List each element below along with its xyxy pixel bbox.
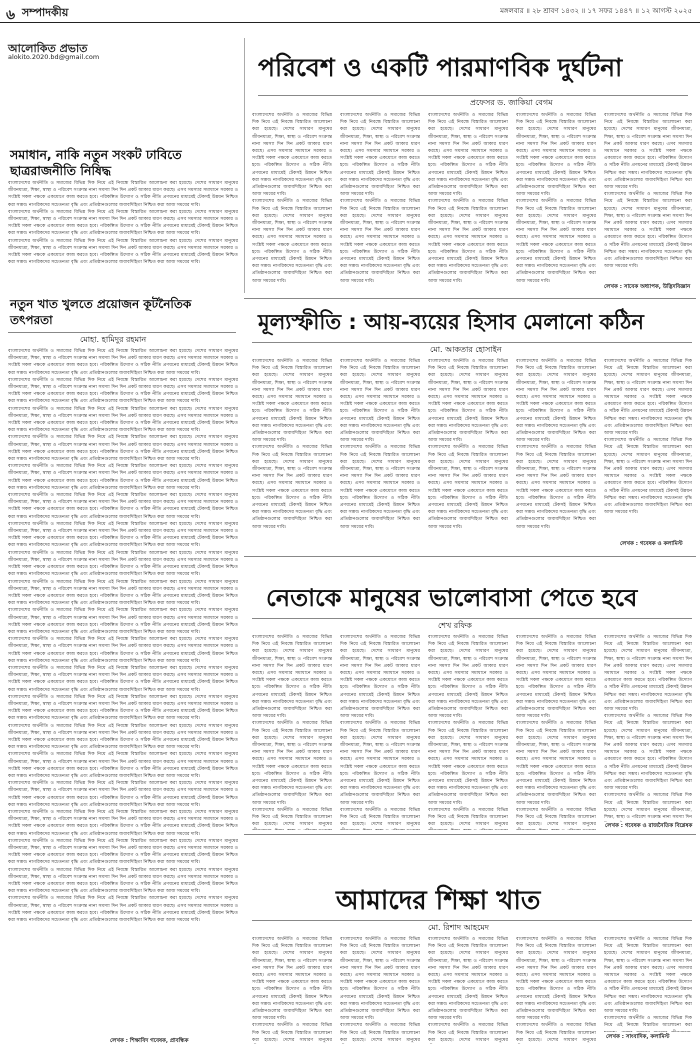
environment-column [252, 112, 332, 296]
article-text: বাংলাদেশের অর্থনীতি ও সমাজের বিভিন্ন দিক নিয়ে এই নিবন্ধে বিস্তারিত আলোচনা করা হয়েছে। দেশের সাধারণ মানুষের জীবনযাত্রা, শিক্ষা, স্বাস্থ্য ও পরিবেশ সংক্রান্ত নানা সমস্যা দিন দিন প্রকট আকার ধারণ করছে। এসব সমস্যার সমাধানে সরকার ও সংশ্লিষ্ট সকল পক্ষকে একযোগে কাজ করতে হবে। পরিকল্পিত উদ্যোগ ও সঠিক নীতি প্রণয়নের মাধ্যমেই টেকসই উন্নয়ন নিশ্চিত করা সম্ভব। নাগরিকদের সচেতনতা বৃদ্ধি এবং প্রতিষ্ঠানগুলোর জবাবদিহিতা নিশ্চিত করা আজ সময়ের দাবি। [340, 937, 420, 1022]
article-text: বাংলাদেশের অর্থনীতি ও সমাজের বিভিন্ন দিক নিয়ে এই নিবন্ধে বিস্তারিত আলোচনা করা হয়েছে। দেশের সাধারণ মানুষের [340, 1023, 420, 1043]
leader-column [604, 634, 692, 822]
section-title: সম্পাদকীয় [22, 6, 69, 19]
article-text: বাংলাদেশের অর্থনীতি ও সমাজের বিভিন্ন দিক নিয়ে এই নিবন্ধে বিস্তারিত আলোচনা করা হয়েছে। দেশের সাধারণ মানুষের জীবনযাত্রা, শিক্ষা, স্বাস্থ্য ও পরিবেশ সংক্রান্ত নানা সমস্যা দিন দিন প্রকট আকার ধারণ করছে। এসব সমস্যার সমাধানে সরকার ও সংশ্লিষ্ট সকল পক্ষকে একযোগে কাজ করতে হবে। পরিকল্পিত উদ্যোগ ও সঠিক নীতি প্রণয়নের মাধ্যমেই টেকসই উন্নয়ন নিশ্চিত করা সম্ভব। নাগরিকদের সচেতনতা বৃদ্ধি এবং প্রতিষ্ঠানগুলোর জবাবদিহিতা নিশ্চিত করা আজ সময়ের দাবি। [8, 550, 238, 578]
article-text: বাংলাদেশের অর্থনীতি ও সমাজের বিভিন্ন দিক নিয়ে এই নিবন্ধে বিস্তারিত আলোচনা করা হয়েছে। দেশের সাধারণ মানুষের জীবনযাত্রা, শিক্ষা, স্বাস্থ্য ও পরিবেশ সংক্রান্ত নানা সমস্যা দিন দিন প্রকট আকার ধারণ করছে। এসব সমস্যার সমাধানে সরকার ও সংশ্লিষ্ট সকল পক্ষকে একযোগে কাজ করতে হবে। পরিকল্পিত উদ্যোগ ও সঠিক নীতি প্রণয়নের মাধ্যমেই টেকসই উন্নয়ন নিশ্চিত করা সম্ভব। নাগরিকদের সচেতনতা বৃদ্ধি এবং প্রতিষ্ঠানগুলোর জবাবদিহিতা নিশ্চিত করা আজ সময়ের দাবি। [516, 721, 596, 806]
article-text: বাংলাদেশের অর্থনীতি ও সমাজের বিভিন্ন দিক নিয়ে এই নিবন্ধে বিস্তারিত আলোচনা করা হয়েছে। দেশের সাধারণ মানুষের জীবনযাত্রা, শিক্ষা, স্বাস্থ্য ও পরিবেশ সংক্রান্ত নানা সমস্যা দিন দিন প্রকট আকার ধারণ করছে। এসব সমস্যার সমাধানে সরকার ও সংশ্লিষ্ট সকল পক্ষকে একযোগে কাজ করতে হবে। পরিকল্পিত উদ্যোগ ও সঠিক নীতি প্রণয়নের মাধ্যমেই টেকসই উন্নয়ন নিশ্চিত করা সম্ভব। নাগরিকদের সচেতনতা বৃদ্ধি এবং প্রতিষ্ঠানগুলোর জবাবদিহিতা নিশ্চিত করা আজ সময়ের দাবি। [516, 445, 596, 530]
article-text: বাংলাদেশের অর্থনীতি ও সমাজের বিভিন্ন দিক নিয়ে এই নিবন্ধে বিস্তারিত আলোচনা করা হয়েছে। দেশের সাধারণ মানুষের জীবনযাত্রা, শিক্ষা, স্বাস্থ্য ও পরিবেশ সংক্রান্ত নানা সমস্যা দিন দিন প্রকট আকার ধারণ করছে। এসব সমস্যার সমাধানে সরকার ও সংশ্লিষ্ট সকল পক্ষকে একযোগে কাজ করতে হবে। পরিকল্পিত উদ্যোগ ও সঠিক নীতি প্রণয়নের মাধ্যমেই টেকসই উন্নয়ন নিশ্চিত করা সম্ভব। নাগরিকদের সচেতনতা বৃদ্ধি এবং প্রতিষ্ঠানগুলোর জবাবদিহিতা নিশ্চিত করা আজ সময়ের দাবি। [428, 113, 508, 198]
article-text: বাংলাদেশের অর্থনীতি ও সমাজের বিভিন্ন দিক নিয়ে এই নিবন্ধে বিস্তারিত আলোচনা করা হয়েছে। দেশের সাধারণ মানুষের জীবনযাত্রা, শিক্ষা, স্বাস্থ্য ও পরিবেশ সংক্রান্ত নানা সমস্যা দিন দিন প্রকট আকার ধারণ করছে। এসব সমস্যার সমাধানে সরকার ও সংশ্লিষ্ট সকল পক্ষকে একযোগে কাজ করতে হবে। পরিকল্পিত উদ্যোগ ও সঠিক নীতি প্রণয়নের মাধ্যমেই টেকসই উন্নয়ন নিশ্চিত করা সম্ভব। নাগরিকদের সচেতনতা বৃদ্ধি এবং প্রতিষ্ঠানগুলোর জবাবদিহিতা নিশ্চিত করা আজ সময়ের দাবি। [8, 377, 238, 405]
article-text: বাংলাদেশের অর্থনীতি ও সমাজের বিভিন্ন দিক নিয়ে এই নিবন্ধে বিস্তারিত আলোচনা করা হয়েছে। দেশের সাধারণ মানুষের জীবনযাত্রা, শিক্ষা, স্বাস্থ্য ও পরিবেশ সংক্রান্ত নানা সমস্যা দিন দিন প্রকট আকার ধারণ করছে। এসব সমস্যার সমাধানে সরকার ও সংশ্লিষ্ট সকল পক্ষকে একযোগে কাজ করতে হবে। পরিকল্পিত উদ্যোগ ও সঠিক নীতি প্রণয়নের মাধ্যমেই টেকসই উন্নয়ন নিশ্চিত করা সম্ভব। নাগরিকদের সচেতনতা বৃদ্ধি এবং প্রতিষ্ঠানগুলোর জবাবদিহিতা নিশ্চিত করা আজ সময়ের দাবি। [340, 199, 420, 284]
article-text: বাংলাদেশের অর্থনীতি ও সমাজের বিভিন্ন দিক নিয়ে এই নিবন্ধে বিস্তারিত আলোচনা করা হয়েছে। দেশের সাধারণ মানুষের জীবনযাত্রা, শিক্ষা, স্বাস্থ্য ও পরিবেশ সংক্রান্ত নানা সমস্যা দিন দিন প্রকট আকার ধারণ করছে। এসব সমস্যার সমাধানে সরকার ও সংশ্লিষ্ট সকল পক্ষকে একযোগে কাজ করতে হবে। পরিকল্পিত উদ্যোগ ও সঠিক নীতি প্রণয়নের মাধ্যমেই টেকসই উন্নয়ন নিশ্চিত করা সম্ভব। নাগরিকদের সচেতনতা বৃদ্ধি এবং প্রতিষ্ঠানগুলোর জবাবদিহিতা নিশ্চিত করা আজ সময়ের দাবি। [428, 445, 508, 530]
newspaper-email[interactable]: alokito.2020.bd@gmail.com [8, 53, 100, 61]
article-text: বাংলাদেশের অর্থনীতি ও সমাজের বিভিন্ন দিক নিয়ে এই নিবন্ধে বিস্তারিত আলোচনা করা হয়েছে। দেশের সাধারণ মানুষের [252, 1023, 332, 1043]
inflation-headline: মূল্যস্ফীতি : আয়-ব্যয়ের হিসাব মেলানো কঠিন [258, 310, 644, 334]
article-text: বাংলাদেশের অর্থনীতি ও সমাজের বিভিন্ন দিক নিয়ে এই নিবন্ধে বিস্তারিত আলোচনা করা হয়েছে। দেশের সাধারণ মানুষের জীবনযাত্রা, শিক্ষা, স্বাস্থ্য ও পরিবেশ সংক্রান্ত নানা সমস্যা দিন দিন প্রকট আকার ধারণ করছে। এসব সমস্যার সমাধানে সরকার ও সংশ্লিষ্ট সকল পক্ষকে একযোগে কাজ করতে হবে। পরিকল্পিত উদ্যোগ ও সঠিক নীতি প্রণয়নের মাধ্যমেই টেকসই উন্নয়ন নিশ্চিত করা সম্ভব। নাগরিকদের সচেতনতা বৃদ্ধি এবং প্রতিষ্ঠানগুলোর জবাবদিহিতা নিশ্চিত করা আজ সময়ের দাবি। [8, 781, 238, 808]
article-text: বাংলাদেশের অর্থনীতি ও সমাজের বিভিন্ন দিক নিয়ে এই নিবন্ধে বিস্তারিত আলোচনা করা হয়েছে। দেশের সাধারণ মানুষের জীবনযাত্রা, শিক্ষা, স্বাস্থ্য ও পরিবেশ সংক্রান্ত নানা সমস্যা দিন দিন প্রকট আকার ধারণ করছে। এসব সমস্যার সমাধানে সরকার ও সংশ্লিষ্ট সকল পক্ষকে একযোগে কাজ করতে হবে। পরিকল্পিত উদ্যোগ ও সঠিক নীতি প্রণয়নের মাধ্যমেই টেকসই উন্নয়ন নিশ্চিত করা সম্ভব। নাগরিকদের সচেতনতা বৃদ্ধি এবং প্রতিষ্ঠানগুলোর জবাবদিহিতা নিশ্চিত করা আজ সময়ের দাবি। [340, 113, 420, 198]
page-number: ৬ [6, 7, 16, 23]
article-text: বাংলাদেশের অর্থনীতি ও সমাজের বিভিন্ন দিক নিয়ে এই নিবন্ধে বিস্তারিত আলোচনা করা হয়েছে। দেশের সাধারণ মানুষের জীবনযাত্রা, শিক্ষা, স্বাস্থ্য ও পরিবেশ সংক্রান্ত নানা সমস্যা দিন দিন প্রকট আকার ধারণ করছে। এসব সমস্যার সমাধানে সরকার ও সংশ্লিষ্ট সকল পক্ষকে একযোগে কাজ করতে হবে। পরিকল্পিত উদ্যোগ ও সঠিক নীতি প্রণয়নের মাধ্যমেই টেকসই উন্নয়ন নিশ্চিত করা সম্ভব। নাগরিকদের সচেতনতা বৃদ্ধি এবং প্রতিষ্ঠানগুলোর জবাবদিহিতা নিশ্চিত করা আজ সময়ের দাবি। [604, 438, 692, 516]
leader-headline: নেতাকে মানুষের ভালোবাসা পেতে হবে [266, 584, 638, 612]
article-text: বাংলাদেশের অর্থনীতি ও সমাজের বিভিন্ন দিক নিয়ে এই নিবন্ধে বিস্তারিত আলোচনা করা হয়েছে। দেশের সাধারণ মানুষের জীবনযাত্রা, শিক্ষা, স্বাস্থ্য ও পরিবেশ সংক্রান্ত নানা সমস্যা দিন দিন প্রকট আকার ধারণ করছে। এসব সমস্যার সমাধানে সরকার ও সংশ্লিষ্ট সকল পক্ষকে একযোগে কাজ করতে হবে। পরিকল্পিত উদ্যোগ ও সঠিক নীতি প্রণয়নের মাধ্যমেই টেকসই উন্নয়ন নিশ্চিত করা সম্ভব। নাগরিকদের সচেতনতা বৃদ্ধি এবং প্রতিষ্ঠানগুলোর জবাবদিহিতা নিশ্চিত করা আজ সময়ের দাবি। [516, 199, 596, 284]
article-text: বাংলাদেশের অর্থনীতি ও সমাজের বিভিন্ন দিক নিয়ে এই নিবন্ধে বিস্তারিত আলোচনা করা হয়েছে। দেশের সাধারণ মানুষের জীবনযাত্রা, শিক্ষা, স্বাস্থ্য ও পরিবেশ সংক্রান্ত নানা সমস্যা দিন দিন প্রকট আকার ধারণ করছে। এসব সমস্যার সমাধানে সরকার ও সংশ্লিষ্ট সকল পক্ষকে একযোগে কাজ করতে হবে। পরিকল্পিত উদ্যোগ ও সঠিক নীতি প্রণয়নের মাধ্যমেই টেকসই উন্নয়ন নিশ্চিত করা সম্ভব। নাগরিকদের সচেতনতা বৃদ্ধি এবং প্রতিষ্ঠানগুলোর জবাবদিহিতা নিশ্চিত করা আজ সময়ের দাবি। [604, 714, 692, 792]
article-text: বাংলাদেশের অর্থনীতি ও সমাজের বিভিন্ন দিক নিয়ে এই নিবন্ধে বিস্তারিত আলোচনা করা হয়েছে। দেশের সাধারণ মানুষের জীবনযাত্রা, শিক্ষা, স্বাস্থ্য ও পরিবেশ সংক্রান্ত নানা সমস্যা দিন দিন প্রকট আকার ধারণ করছে। এসব সমস্যার সমাধানে সরকার ও সংশ্লিষ্ট সকল পক্ষকে একযোগে কাজ করতে হবে। পরিকল্পিত উদ্যোগ ও সঠিক নীতি প্রণয়নের মাধ্যমেই টেকসই উন্নয়ন নিশ্চিত করা সম্ভব। নাগরিকদের সচেতনতা বৃদ্ধি এবং প্রতিষ্ঠানগুলোর জবাবদিহিতা নিশ্চিত করা আজ সময়ের দাবি। [8, 723, 238, 751]
inflation-column [428, 358, 508, 548]
article-text: বাংলাদেশের অর্থনীতি ও সমাজের বিভিন্ন দিক নিয়ে এই নিবন্ধে বিস্তারিত আলোচনা করা হয়েছে। দেশের সাধারণ মানুষের জীবনযাত্রা, শিক্ষা, স্বাস্থ্য ও পরিবেশ সংক্রান্ত নানা সমস্যা দিন দিন প্রকট আকার ধারণ করছে। এসব সমস্যার সমাধানে সরকার ও সংশ্লিষ্ট সকল পক্ষকে একযোগে কাজ করতে হবে। পরিকল্পিত উদ্যোগ ও সঠিক নীতি প্রণয়নের মাধ্যমেই টেকসই উন্নয়ন নিশ্চিত করা সম্ভব। নাগরিকদের সচেতনতা বৃদ্ধি এবং প্রতিষ্ঠানগুলোর জবাবদিহিতা নিশ্চিত করা আজ সময়ের দাবি। [8, 838, 238, 866]
inflation-column [604, 358, 692, 540]
divider [244, 298, 696, 299]
article-text: বাংলাদেশের অর্থনীতি ও সমাজের বিভিন্ন দিক নিয়ে এই নিবন্ধে বিস্তারিত আলোচনা করা হয়েছে। দেশের সাধারণ মানুষের জীবনযাত্রা, শিক্ষা, স্বাস্থ্য ও পরিবেশ সংক্রান্ত নানা সমস্যা দিন দিন প্রকট আকার ধারণ করছে। এসব সমস্যার সমাধানে সরকার ও সংশ্লিষ্ট সকল পক্ষকে একযোগে কাজ করতে হবে। পরিকল্পিত উদ্যোগ ও সঠিক নীতি প্রণয়নের মাধ্যমেই টেকসই উন্নয়ন নিশ্চিত করা সম্ভব। নাগরিকদের সচেতনতা বৃদ্ধি এবং প্রতিষ্ঠানগুলোর জবাবদিহিতা নিশ্চিত করা আজ সময়ের দাবি। [8, 810, 238, 837]
article-text: বাংলাদেশের অর্থনীতি ও সমাজের বিভিন্ন দিক নিয়ে এই নিবন্ধে বিস্তারিত আলোচনা করা হয়েছে। দেশের সাধারণ মানুষের জীবনযাত্রা, শিক্ষা, স্বাস্থ্য ও পরিবেশ সংক্রান্ত নানা সমস্যা দিন দিন প্রকট আকার ধারণ করছে। এসব সমস্যার সমাধানে সরকার ও সংশ্লিষ্ট সকল পক্ষকে একযোগে কাজ করতে হবে। পরিকল্পিত উদ্যোগ ও সঠিক নীতি প্রণয়নের মাধ্যমেই টেকসই উন্নয়ন নিশ্চিত করা সম্ভব। নাগরিকদের সচেতনতা বৃদ্ধি এবং প্রতিষ্ঠানগুলোর জবাবদিহিতা নিশ্চিত করা আজ সময়ের দাবি। [252, 721, 332, 806]
inflation-column [340, 358, 420, 548]
article-text: বাংলাদেশের অর্থনীতি ও সমাজের বিভিন্ন দিক নিয়ে এই নিবন্ধে বিস্তারিত আলোচনা করা হয়েছে। দেশের সাধারণ মানুষের জীবনযাত্রা, শিক্ষা, স্বাস্থ্য ও পরিবেশ সংক্রান্ত নানা সমস্যা দিন দিন প্রকট আকার ধারণ করছে। এসব সমস্যার সমাধানে সরকার ও সংশ্লিষ্ট সকল পক্ষকে একযোগে কাজ করতে হবে। পরিকল্পিত উদ্যোগ ও সঠিক নীতি প্রণয়নের মাধ্যমেই টেকসই উন্নয়ন নিশ্চিত করা সম্ভব। নাগরিকদের সচেতনতা বৃদ্ধি এবং প্রতিষ্ঠানগুলোর জবাবদিহিতা নিশ্চিত করা আজ সময়ের দাবি। [8, 752, 238, 779]
article-text: বাংলাদেশের অর্থনীতি ও সমাজের বিভিন্ন দিক নিয়ে এই নিবন্ধে বিস্তারিত আলোচনা করা হয়েছে। দেশের সাধারণ মানুষের জীবনযাত্রা, শিক্ষা, স্বাস্থ্য ও পরিবেশ সংক্রান্ত নানা সমস্যা দিন দিন প্রকট আকার ধারণ করছে। এসব সমস্যার সমাধানে সরকার ও সংশ্লিষ্ট সকল পক্ষকে একযোগে কাজ করতে হবে। পরিকল্পিত উদ্যোগ ও সঠিক নীতি প্রণয়নের মাধ্যমেই টেকসই উন্নয়ন নিশ্চিত করা সম্ভব। নাগরিকদের সচেতনতা বৃদ্ধি এবং প্রতিষ্ঠানগুলোর জবাবদিহিতা নিশ্চিত করা আজ সময়ের দাবি। [8, 238, 238, 266]
article-text: বাংলাদেশের অর্থনীতি ও সমাজের বিভিন্ন দিক নিয়ে এই নিবন্ধে বিস্তারিত আলোচনা করা হয়েছে। দেশের সাধারণ মানুষের জীবনযাত্রা, শিক্ষা, স্বাস্থ্য ও পরিবেশ সংক্রান্ত নানা সমস্যা দিন দিন প্রকট আকার ধারণ করছে। এসব সমস্যার সমাধানে সরকার ও সংশ্লিষ্ট সকল পক্ষকে একযোগে কাজ করতে হবে। পরিকল্পিত উদ্যোগ ও সঠিক নীতি প্রণয়নের মাধ্যমেই টেকসই উন্নয়ন নিশ্চিত করা সম্ভব। নাগরিকদের সচেতনতা বৃদ্ধি এবং প্রতিষ্ঠানগুলোর জবাবদিহিতা নিশ্চিত করা আজ সময়ের দাবি। [8, 608, 238, 635]
article-text: বাংলাদেশের অর্থনীতি ও সমাজের বিভিন্ন দিক নিয়ে এই নিবন্ধে বিস্তারিত আলোচনা করা হয়েছে। দেশের সাধারণ মানুষের জীবনযাত্রা, শিক্ষা, স্বাস্থ্য ও পরিবেশ সংক্রান্ত নানা সমস্যা দিন দিন প্রকট আকার ধারণ করছে। এসব সমস্যার সমাধানে সরকার ও সংশ্লিষ্ট সকল পক্ষকে একযোগে কাজ করতে হবে। পরিকল্পিত উদ্যোগ ও সঠিক নীতি প্রণয়নের মাধ্যমেই টেকসই উন্নয়ন নিশ্চিত করা সম্ভব। নাগরিকদের সচেতনতা বৃদ্ধি এবং প্রতিষ্ঠানগুলোর জবাবদিহিতা নিশ্চিত করা আজ সময়ের দাবি। [8, 493, 238, 520]
education-signature: লেখক : সাংবাদিক, কলামিস্ট [606, 1034, 670, 1040]
newspaper-logo: আলোকিত প্রভাত [8, 42, 88, 55]
article-text: বাংলাদেশের অর্থনীতি ও সমাজের বিভিন্ন দিক নিয়ে এই নিবন্ধে বিস্তারিত আলোচনা করা হয়েছে। দেশের সাধারণ মানুষের জীবনযাত্রা, শিক্ষা, স্বাস্থ্য ও পরিবেশ সংক্রান্ত নানা সমস্যা দিন [604, 793, 692, 821]
article-text: বাংলাদেশের অর্থনীতি ও সমাজের বিভিন্ন দিক নিয়ে এই নিবন্ধে বিস্তারিত আলোচনা করা হয়েছে। দেশের সাধারণ মানুষের জীবনযাত্রা, শিক্ষা, স্বাস্থ্য ও পরিবেশ সংক্রান্ত নানা সমস্যা দিন দিন প্রকট আকার ধারণ করছে। এসব সমস্যার সমাধানে সরকার ও সংশ্লিষ্ট সকল পক্ষকে একযোগে কাজ করতে হবে। পরিকল্পিত উদ্যোগ ও সঠিক নীতি প্রণয়নের মাধ্যমেই টেকসই উন্নয়ন নিশ্চিত করা সম্ভব। নাগরিকদের সচেতনতা বৃদ্ধি এবং প্রতিষ্ঠানগুলোর জবাবদিহিতা নিশ্চিত করা আজ সময়ের দাবি। [428, 721, 508, 806]
divider [252, 920, 692, 921]
diplomacy-headline: নতুন খাত খুলতে প্রয়োজন কূটনৈতিক তৎপরতা [10, 297, 192, 327]
article-text: বাংলাদেশের অর্থনীতি ও সমাজের বিভিন্ন দিক নিয়ে এই নিবন্ধে বিস্তারিত আলোচনা করা হয়েছে। দেশের সাধারণ মানুষের জীবনযাত্রা, শিক্ষা, স্বাস্থ্য ও পরিবেশ সংক্রান্ত নানা সমস্যা দিন দিন প্রকট আকার ধারণ করছে। এসব সমস্যার সমাধানে সরকার ও সংশ্লিষ্ট সকল পক্ষকে একযোগে কাজ করতে হবে। পরিকল্পিত উদ্যোগ ও সঠিক নীতি প্রণয়নের মাধ্যমেই টেকসই উন্নয়ন নিশ্চিত করা সম্ভব। নাগরিকদের সচেতনতা বৃদ্ধি এবং প্রতিষ্ঠানগুলোর জবাবদিহিতা নিশ্চিত করা আজ সময়ের দাবি। [8, 867, 238, 895]
environment-column [428, 112, 508, 296]
inflation-byline: মো. আকতার হোসাইন [430, 345, 502, 354]
education-byline: মো. রিশাদ আহমেদ [428, 923, 489, 932]
article-text: বাংলাদেশের অর্থনীতি ও সমাজের বিভিন্ন দিক নিয়ে এই নিবন্ধে বিস্তারিত আলোচনা করা হয়েছে। দেশের সাধারণ মানুষের জীবনযাত্রা, শিক্ষা, স্বাস্থ্য ও পরিবেশ সংক্রান্ত নানা সমস্যা দিন দিন প্রকট আকার ধারণ করছে। এসব সমস্যার সমাধানে সরকার ও সংশ্লিষ্ট সকল পক্ষকে একযোগে কাজ করতে হবে। পরিকল্পিত উদ্যোগ ও সঠিক নীতি প্রণয়নের মাধ্যমেই টেকসই উন্নয়ন নিশ্চিত করা সম্ভব। নাগরিকদের সচেতনতা বৃদ্ধি এবং প্রতিষ্ঠানগুলোর জবাবদিহিতা নিশ্চিত করা আজ সময়ের দাবি। [8, 694, 238, 722]
article-text: বাংলাদেশের অর্থনীতি ও সমাজের বিভিন্ন দিক নিয়ে এই নিবন্ধে বিস্তারিত আলোচনা করা হয়েছে। দেশের সাধারণ মানুষের জীবনযাত্রা, শিক্ষা, স্বাস্থ্য ও পরিবেশ সংক্রান্ত নানা সমস্যা দিন দিন প্রকট আকার ধারণ করছে। এসব সমস্যার সমাধানে সরকার ও সংশ্লিষ্ট সকল পক্ষকে একযোগে কাজ করতে হবে। পরিকল্পিত উদ্যোগ ও সঠিক নীতি প্রণয়নের মাধ্যমেই টেকসই উন্নয়ন নিশ্চিত করা সম্ভব। নাগরিকদের সচেতনতা বৃদ্ধি এবং প্রতিষ্ঠানগুলোর জবাবদিহিতা নিশ্চিত করা আজ সময়ের দাবি। [8, 665, 238, 693]
editorial-column [8, 180, 238, 288]
inflation-column [252, 358, 332, 548]
article-text: বাংলাদেশের অর্থনীতি ও সমাজের বিভিন্ন দিক নিয়ে এই নিবন্ধে বিস্তারিত আলোচনা করা হয়েছে। দেশের সাধারণ মানুষের জীবনযাত্রা, শিক্ষা, স্বাস্থ্য ও পরিবেশ সংক্রান্ত নানা সমস্যা দিন দিন প্রকট আকার ধারণ করছে। এসব সমস্যার সমাধানে সরকার ও সংশ্লিষ্ট সকল পক্ষকে একযোগে কাজ করতে হবে। পরিকল্পিত উদ্যোগ ও সঠিক নীতি প্রণয়নের মাধ্যমেই টেকসই উন্নয়ন নিশ্চিত করা সম্ভব। নাগরিকদের সচেতনতা বৃদ্ধি এবং প্রতিষ্ঠানগুলোর জবাবদিহিতা নিশ্চিত করা আজ সময়ের দাবি। [604, 113, 692, 191]
article-text: বাংলাদেশের অর্থনীতি ও সমাজের বিভিন্ন দিক নিয়ে এই নিবন্ধে বিস্তারিত আলোচনা করা হয়েছে। দেশের সাধারণ মানুষের জীবনযাত্রা, শিক্ষা, স্বাস্থ্য ও পরিবেশ সংক্রান্ত নানা সমস্যা দিন দিন প্রকট আকার ধারণ করছে। এসব সমস্যার সমাধানে সরকার ও সংশ্লিষ্ট সকল পক্ষকে একযোগে কাজ করতে হবে। পরিকল্পিত উদ্যোগ ও সঠিক নীতি প্রণয়নের মাধ্যমেই টেকসই উন্নয়ন নিশ্চিত করা সম্ভব। নাগরিকদের সচেতনতা বৃদ্ধি এবং প্রতিষ্ঠানগুলোর জবাবদিহিতা নিশ্চিত করা আজ সময়ের দাবি। [252, 199, 332, 284]
article-text: বাংলাদেশের অর্থনীতি ও সমাজের বিভিন্ন দিক নিয়ে এই নিবন্ধে বিস্তারিত আলোচনা করা হয়েছে। দেশের সাধারণ মানুষের জীবনযাত্রা, শিক্ষা, স্বাস্থ্য ও পরিবেশ সংক্রান্ত নানা সমস্যা দিন দিন প্রকট আকার ধারণ করছে। এসব সমস্যার সমাধানে সরকার ও সংশ্লিষ্ট সকল পক্ষকে একযোগে কাজ করতে হবে। পরিকল্পিত উদ্যোগ ও সঠিক নীতি প্রণয়নের মাধ্যমেই টেকসই উন্নয়ন নিশ্চিত করা সম্ভব। নাগরিকদের সচেতনতা বৃদ্ধি এবং প্রতিষ্ঠানগুলোর জবাবদিহিতা নিশ্চিত করা আজ সময়ের দাবি। [516, 113, 596, 198]
diplomacy-signature: লেখক : শিক্ষাবিদ গবেষক, প্রাবন্ধিক [110, 1038, 189, 1044]
article-text: বাংলাদেশের অর্থনীতি ও সমাজের বিভিন্ন দিক নিয়ে এই নিবন্ধে বিস্তারিত আলোচনা করা হয়েছে। দেশের সাধারণ মানুষের জীবনযাত্রা, শিক্ষা, স্বাস্থ্য ও পরিবেশ সংক্রান্ত নানা সমস্যা দিন দিন প্রকট আকার ধারণ করছে। এসব সমস্যার সমাধানে সরকার ও সংশ্লিষ্ট সকল পক্ষকে একযোগে কাজ করতে হবে। পরিকল্পিত উদ্যোগ ও সঠিক নীতি প্রণয়নের মাধ্যমেই টেকসই উন্নয়ন নিশ্চিত করা সম্ভব। নাগরিকদের সচেতনতা বৃদ্ধি এবং প্রতিষ্ঠানগুলোর জবাবদিহিতা নিশ্চিত করা আজ সময়ের দাবি। [252, 635, 332, 720]
article-text: বাংলাদেশের অর্থনীতি ও সমাজের বিভিন্ন দিক নিয়ে এই নিবন্ধে বিস্তারিত আলোচনা করা হয়েছে। দেশের সাধারণ মানুষের জীবনযাত্রা, শিক্ষা, স্বাস্থ্য ও পরিবেশ সংক্রান্ত নানা সমস্যা দিন দিন প্রকট আকার ধারণ করছে। এসব সমস্যার সমাধানে সরকার ও সংশ্লিষ্ট সকল পক্ষকে একযোগে কাজ করতে হবে। পরিকল্পিত উদ্যোগ ও সঠিক নীতি প্রণয়নের মাধ্যমেই টেকসই উন্নয়ন নিশ্চিত করা সম্ভব। নাগরিকদের সচেতনতা বৃদ্ধি এবং প্রতিষ্ঠানগুলোর জবাবদিহিতা নিশ্চিত করা আজ সময়ের দাবি। [428, 199, 508, 284]
diplomacy-byline: মোহা. হামিদুর রহমান [80, 335, 147, 344]
leader-column [340, 634, 420, 830]
environment-column [340, 112, 420, 296]
education-column [428, 936, 508, 1044]
environment-byline: প্রফেসর ড. জাকিয়া বেগম [470, 98, 553, 107]
article-text: বাংলাদেশের অর্থনীতি ও সমাজের বিভিন্ন দিক নিয়ে এই নিবন্ধে বিস্তারিত আলোচনা করা [604, 1016, 692, 1029]
education-column [252, 936, 332, 1044]
divider [244, 834, 696, 835]
article-text: বাংলাদেশের অর্থনীতি ও সমাজের বিভিন্ন দিক নিয়ে এই নিবন্ধে বিস্তারিত আলোচনা করা হয়েছে। দেশের সাধারণ মানুষের জীবনযাত্রা, শিক্ষা, স্বাস্থ্য ও পরিবেশ সংক্রান্ত নানা সমস্যা দিন দিন প্রকট আকার ধারণ করছে। এসব সমস্যার সমাধানে সরকার ও সংশ্লিষ্ট সকল পক্ষকে একযোগে কাজ করতে হবে। পরিকল্পিত উদ্যোগ ও সঠিক নীতি প্রণয়নের মাধ্যমেই টেকসই উন্নয়ন নিশ্চিত করা সম্ভব। নাগরিকদের সচেতনতা বৃদ্ধি এবং প্রতিষ্ঠানগুলোর জবাবদিহিতা নিশ্চিত করা আজ সময়ের দাবি। [8, 435, 238, 463]
article-text: বাংলাদেশের অর্থনীতি ও সমাজের বিভিন্ন দিক নিয়ে এই নিবন্ধে বিস্তারিত আলোচনা করা হয়েছে। দেশের সাধারণ মানুষের জীবনযাত্রা, শিক্ষা, স্বাস্থ্য ও পরিবেশ সংক্রান্ত নানা সমস্যা দিন দিন প্রকট আকার ধারণ করছে। এসব সমস্যার সমাধানে সরকার ও সংশ্লিষ্ট সকল পক্ষকে একযোগে কাজ করতে হবে। পরিকল্পিত উদ্যোগ ও সঠিক নীতি প্রণয়নের মাধ্যমেই টেকসই উন্নয়ন নিশ্চিত করা সম্ভব। নাগরিকদের সচেতনতা বৃদ্ধি এবং প্রতিষ্ঠানগুলোর জবাবদিহিতা নিশ্চিত করা আজ সময়ের দাবি। [8, 181, 238, 208]
divider [244, 556, 696, 557]
article-text: বাংলাদেশের অর্থনীতি ও সমাজের বিভিন্ন দিক নিয়ে এই নিবন্ধে বিস্তারিত আলোচনা করা হয়েছে। দেশের সাধারণ মানুষের জীবনযাত্রা, শিক্ষা, স্বাস্থ্য ও পরিবেশ সংক্রান্ত নানা সমস্যা দিন দিন প্রকট আকার ধারণ করছে। এসব সমস্যার সমাধানে সরকার ও সংশ্লিষ্ট সকল পক্ষকে একযোগে কাজ করতে হবে। পরিকল্পিত উদ্যোগ ও সঠিক নীতি প্রণয়নের মাধ্যমেই টেকসই উন্নয়ন নিশ্চিত করা সম্ভব। নাগরিকদের সচেতনতা বৃদ্ধি এবং প্রতিষ্ঠানগুলোর জবাবদিহিতা নিশ্চিত করা আজ সময়ের দাবি। [604, 359, 692, 437]
environment-column [604, 112, 692, 282]
article-text: বাংলাদেশের অর্থনীতি ও সমাজের বিভিন্ন দিক নিয়ে এই নিবন্ধে বিস্তারিত আলোচনা করা হয়েছে। দেশের সাধারণ মানুষের জীবনযাত্রা, শিক্ষা, স্বাস্থ্য ও পরিবেশ সংক্রান্ত নানা সমস্যা দিন দিন প্রকট আকার ধারণ করছে। এসব সমস্যার সমাধানে সরকার ও সংশ্লিষ্ট সকল পক্ষকে একযোগে কাজ করতে হবে। পরিকল্পিত উদ্যোগ ও সঠিক নীতি প্রণয়নের মাধ্যমেই টেকসই উন্নয়ন নিশ্চিত করা সম্ভব। নাগরিকদের সচেতনতা বৃদ্ধি এবং প্রতিষ্ঠানগুলোর জবাবদিহিতা নিশ্চিত করা আজ সময়ের দাবি। [252, 113, 332, 198]
inflation-signature: লেখক : গবেষক ও কলামিস্ট [620, 541, 683, 547]
article-text: বাংলাদেশের অর্থনীতি ও সমাজের বিভিন্ন দিক নিয়ে এই নিবন্ধে বিস্তারিত আলোচনা করা হয়েছে। দেশের সাধারণ মানুষের জীবনযাত্রা, শিক্ষা, স্বাস্থ্য ও পরিবেশ সংক্রান্ত নানা সমস্যা দিন দিন প্রকট আকার ধারণ করছে। এসব সমস্যার সমাধানে সরকার ও সংশ্লিষ্ট সকল পক্ষকে একযোগে কাজ করতে হবে। পরিকল্পিত উদ্যোগ ও সঠিক নীতি প্রণয়নের মাধ্যমেই টেকসই উন্নয়ন নিশ্চিত করা সম্ভব। নাগরিকদের সচেতনতা বৃদ্ধি এবং প্রতিষ্ঠানগুলোর জবাবদিহিতা নিশ্চিত করা আজ সময়ের দাবি। [516, 635, 596, 720]
editorial-headline: সমাধান, নাকি নতুন সংকট ঢাবিতে ছাত্ররাজনীতি নিষিদ্ধ [10, 147, 182, 178]
header-rule [0, 22, 700, 23]
environment-signature: লেখক : সাবেক অধ্যাপক, উদ্ভিদবিজ্ঞান [604, 284, 691, 290]
column-divider [244, 38, 245, 293]
article-text: বাংলাদেশের অর্থনীতি ও সমাজের বিভিন্ন দিক নিয়ে এই নিবন্ধে বিস্তারিত আলোচনা করা হয়েছে। দেশের সাধারণ মানুষের জীবনযাত্রা, শিক্ষা, স্বাস্থ্য ও পরিবেশ সংক্রান্ত নানা সমস্যা দিন দিন প্রকট আকার ধারণ করছে। এসব সমস্যার সমাধানে সরকার ও সংশ্লিষ্ট সকল পক্ষকে একযোগে কাজ করতে হবে। পরিকল্পিত উদ্যোগ ও সঠিক নীতি প্রণয়নের মাধ্যমেই টেকসই উন্নয়ন নিশ্চিত করা সম্ভব। নাগরিকদের সচেতনতা বৃদ্ধি এবং প্রতিষ্ঠানগুলোর জবাবদিহিতা নিশ্চিত করা আজ সময়ের দাবি। [252, 359, 332, 444]
article-text: বাংলাদেশের অর্থনীতি ও সমাজের বিভিন্ন দিক নিয়ে এই নিবন্ধে বিস্তারিত আলোচনা করা হয়েছে। দেশের সাধারণ মানুষের জীবনযাত্রা, শিক্ষা, স্বাস্থ্য ও পরিবেশ সংক্রান্ত নানা সমস্যা দিন দিন প্রকট আকার ধারণ করছে। এসব সমস্যার সমাধানে সরকার ও সংশ্লিষ্ট সকল পক্ষকে একযোগে কাজ করতে হবে। পরিকল্পিত উদ্যোগ ও সঠিক নীতি প্রণয়নের মাধ্যমেই টেকসই উন্নয়ন নিশ্চিত করা সম্ভব। নাগরিকদের সচেতনতা বৃদ্ধি এবং প্রতিষ্ঠানগুলোর জবাবদিহিতা নিশ্চিত করা আজ সময়ের দাবি। [340, 721, 420, 806]
dateline: মঙ্গলবার ॥ ২৮ শ্রাবণ ১৪৩২ ॥ ১৭ সফর ১৪৪৭ ॥ ১২ আগস্ট ২০২৫ [500, 7, 692, 15]
article-text: বাংলাদেশের অর্থনীতি ও সমাজের বিভিন্ন দিক নিয়ে এই নিবন্ধে বিস্তারিত আলোচনা করা হয়েছে। দেশের সাধারণ মানুষের জীবনযাত্রা, শিক্ষা, স্বাস্থ্য ও পরিবেশ সংক্রান্ত নানা সমস্যা দিন দিন প্রকট আকার ধারণ করছে। এসব সমস্যার সমাধানে সরকার ও সংশ্লিষ্ট সকল পক্ষকে একযোগে কাজ করতে হবে। পরিকল্পিত উদ্যোগ ও সঠিক নীতি প্রণয়নের মাধ্যমেই টেকসই উন্নয়ন নিশ্চিত করা সম্ভব। নাগরিকদের সচেতনতা বৃদ্ধি এবং প্রতিষ্ঠানগুলোর জবাবদিহিতা নিশ্চিত করা আজ সময়ের দাবি। [8, 521, 238, 549]
education-column [516, 936, 596, 1044]
education-column [604, 936, 692, 1032]
article-text: বাংলাদেশের অর্থনীতি ও সমাজের বিভিন্ন দিক নিয়ে এই নিবন্ধে বিস্তারিত আলোচনা করা হয়েছে। দেশের সাধারণ মানুষের জীবনযাত্রা, শিক্ষা, স্বাস্থ্য ও পরিবেশ সংক্রান্ত নানা সমস্যা দিন দিন প্রকট আকার ধারণ করছে। এসব সমস্যার সমাধানে সরকার ও সংশ্লিষ্ট সকল পক্ষকে একযোগে কাজ করতে হবে। পরিকল্পিত উদ্যোগ ও সঠিক নীতি প্রণয়নের মাধ্যমেই টেকসই উন্নয়ন নিশ্চিত করা সম্ভব। নাগরিকদের সচেতনতা বৃদ্ধি এবং প্রতিষ্ঠানগুলোর জবাবদিহিতা নিশ্চিত করা আজ সময়ের দাবি। [8, 209, 238, 237]
leader-column [428, 634, 508, 830]
divider [258, 95, 688, 96]
article-text: বাংলাদেশের অর্থনীতি ও সমাজের বিভিন্ন দিক নিয়ে এই নিবন্ধে বিস্তারিত আলোচনা করা হয়েছে। দেশের সাধারণ মানুষের জীবনযাত্রা, শিক্ষা, স্বাস্থ্য ও পরিবেশ সংক্রান্ত নানা সমস্যা দিন দিন প্রকট আকার ধারণ করছে। এসব সমস্যার সমাধানে সরকার ও সংশ্লিষ্ট সকল পক্ষকে একযোগে কাজ করতে হবে। পরিকল্পিত উদ্যোগ ও সঠিক নীতি প্রণয়নের মাধ্যমেই টেকসই উন্নয়ন নিশ্চিত করা সম্ভব। নাগরিকদের সচেতনতা বৃদ্ধি এবং প্রতিষ্ঠানগুলোর জবাবদিহিতা নিশ্চিত করা আজ সময়ের দাবি। [340, 635, 420, 720]
divider [252, 342, 692, 343]
article-text: বাংলাদেশের অর্থনীতি ও সমাজের বিভিন্ন দিক নিয়ে এই নিবন্ধে বিস্তারিত আলোচনা করা হয়েছে। দেশের সাধারণ মানুষের জীবনযাত্রা, শিক্ষা, স্বাস্থ্য ও পরিবেশ সংক্রান্ত নানা সমস্যা দিন দিন প্রকট আকার ধারণ করছে। এসব সমস্যার সমাধানে সরকার ও সংশ্লিষ্ট সকল পক্ষকে একযোগে কাজ করতে হবে। পরিকল্পিত উদ্যোগ ও সঠিক নীতি প্রণয়নের মাধ্যমেই টেকসই উন্নয়ন নিশ্চিত করা সম্ভব। নাগরিকদের সচেতনতা বৃদ্ধি এবং প্রতিষ্ঠানগুলোর জবাবদিহিতা নিশ্চিত করা আজ সময়ের দাবি। [8, 349, 238, 376]
leader-byline: শেখ রফিক [438, 621, 472, 630]
divider [252, 618, 692, 619]
leader-column [516, 634, 596, 830]
article-text: বাংলাদেশের অর্থনীতি ও সমাজের বিভিন্ন দিক নিয়ে এই নিবন্ধে বিস্তারিত আলোচনা করা হয়েছে। দেশের সাধারণ মানুষের জীবনযাত্রা, শিক্ষা, স্বাস্থ্য ও পরিবেশ সংক্রান্ত নানা সমস্যা দিন দিন প্রকট আকার ধারণ করছে। এসব সমস্যার সমাধানে সরকার ও সংশ্লিষ্ট সকল পক্ষকে একযোগে কাজ করতে হবে। পরিকল্পিত উদ্যোগ ও সঠিক নীতি প্রণয়নের মাধ্যমেই টেকসই উন্নয়ন নিশ্চিত করা সম্ভব। নাগরিকদের সচেতনতা বৃদ্ধি এবং প্রতিষ্ঠানগুলোর জবাবদিহিতা নিশ্চিত করা আজ সময়ের দাবি। [516, 937, 596, 1022]
education-column [340, 936, 420, 1044]
article-text: বাংলাদেশের অর্থনীতি ও সমাজের বিভিন্ন দিক নিয়ে এই নিবন্ধে বিস্তারিত আলোচনা করা হয়েছে। দেশের সাধারণ মানুষের [428, 807, 508, 828]
inflation-column [516, 358, 596, 548]
article-text: বাংলাদেশের অর্থনীতি ও সমাজের বিভিন্ন দিক নিয়ে এই নিবন্ধে বিস্তারিত আলোচনা করা হয়েছে। দেশের সাধারণ মানুষের [252, 807, 332, 828]
article-text: বাংলাদেশের অর্থনীতি ও সমাজের বিভিন্ন দিক নিয়ে এই নিবন্ধে বিস্তারিত আলোচনা করা হয়েছে। দেশের সাধারণ মানুষের জীবনযাত্রা, শিক্ষা, স্বাস্থ্য ও পরিবেশ সংক্রান্ত নানা সমস্যা দিন দিন প্রকট আকার ধারণ করছে। এসব সমস্যার সমাধানে সরকার ও সংশ্লিষ্ট সকল পক্ষকে একযোগে কাজ করতে হবে। পরিকল্পিত উদ্যোগ ও সঠিক নীতি প্রণয়নের মাধ্যমেই টেকসই উন্নয়ন নিশ্চিত করা সম্ভব। নাগরিকদের সচেতনতা বৃদ্ধি এবং প্রতিষ্ঠানগুলোর জবাবদিহিতা নিশ্চিত করা আজ সময়ের দাবি। [428, 937, 508, 1022]
environment-column [516, 112, 596, 296]
article-text: বাংলাদেশের অর্থনীতি ও সমাজের বিভিন্ন দিক নিয়ে এই নিবন্ধে বিস্তারিত আলোচনা করা হয়েছে। দেশের সাধারণ মানুষের জীবনযাত্রা, শিক্ষা, স্বাস্থ্য ও পরিবেশ সংক্রান্ত নানা সমস্যা দিন দিন প্রকট আকার ধারণ করছে। এসব সমস্যার সমাধানে সরকার ও সংশ্লিষ্ট সকল পক্ষকে একযোগে কাজ করতে হবে। পরিকল্পিত উদ্যোগ ও সঠিক নীতি প্রণয়নের মাধ্যমেই টেকসই উন্নয়ন নিশ্চিত করা সম্ভব। নাগরিকদের সচেতনতা বৃদ্ধি এবং প্রতিষ্ঠানগুলোর জবাবদিহিতা নিশ্চিত করা আজ সময়ের দাবি। [252, 937, 332, 1022]
article-text: বাংলাদেশের অর্থনীতি ও সমাজের বিভিন্ন দিক নিয়ে এই নিবন্ধে বিস্তারিত আলোচনা করা হয়েছে। দেশের সাধারণ মানুষের জীবনযাত্রা, শিক্ষা, স্বাস্থ্য ও পরিবেশ সংক্রান্ত নানা সমস্যা দিন দিন প্রকট আকার ধারণ করছে। এসব সমস্যার সমাধানে সরকার ও সংশ্লিষ্ট সকল পক্ষকে একযোগে কাজ করতে হবে। পরিকল্পিত উদ্যোগ ও সঠিক নীতি প্রণয়নের মাধ্যমেই টেকসই উন্নয়ন নিশ্চিত করা সম্ভব। নাগরিকদের সচেতনতা বৃদ্ধি এবং প্রতিষ্ঠানগুলোর জবাবদিহিতা নিশ্চিত করা আজ সময়ের দাবি। [8, 896, 238, 924]
article-text: বাংলাদেশের অর্থনীতি ও সমাজের বিভিন্ন দিক নিয়ে এই নিবন্ধে বিস্তারিত আলোচনা করা হয়েছে। দেশের সাধারণ মানুষের [516, 1023, 596, 1043]
article-text: বাংলাদেশের অর্থনীতি ও সমাজের বিভিন্ন দিক নিয়ে এই নিবন্ধে বিস্তারিত আলোচনা করা হয়েছে। দেশের সাধারণ মানুষের জীবনযাত্রা, শিক্ষা, স্বাস্থ্য ও পরিবেশ সংক্রান্ত নানা সমস্যা দিন দিন প্রকট আকার ধারণ করছে। এসব সমস্যার সমাধানে সরকার ও সংশ্লিষ্ট সকল পক্ষকে একযোগে কাজ করতে হবে। পরিকল্পিত উদ্যোগ ও সঠিক নীতি প্রণয়নের মাধ্যমেই টেকসই উন্নয়ন নিশ্চিত করা সম্ভব। নাগরিকদের সচেতনতা বৃদ্ধি এবং প্রতিষ্ঠানগুলোর জবাবদিহিতা নিশ্চিত করা আজ সময়ের দাবি। [8, 637, 238, 664]
environment-headline: পরিবেশ ও একটি পারমাণবিক দুর্ঘটনা [258, 53, 623, 82]
education-headline: আমাদের শিক্ষা খাত [336, 886, 541, 916]
article-text: বাংলাদেশের অর্থনীতি ও সমাজের বিভিন্ন দিক নিয়ে এই নিবন্ধে বিস্তারিত আলোচনা করা হয়েছে। দেশের সাধারণ মানুষের জীবনযাত্রা, শিক্ষা, স্বাস্থ্য ও পরিবেশ সংক্রান্ত নানা সমস্যা দিন দিন প্রকট আকার ধারণ করছে। এসব সমস্যার সমাধানে সরকার ও সংশ্লিষ্ট সকল পক্ষকে একযোগে কাজ করতে হবে। পরিকল্পিত উদ্যোগ ও সঠিক নীতি প্রণয়নের মাধ্যমেই টেকসই উন্নয়ন নিশ্চিত করা সম্ভব। নাগরিকদের সচেতনতা বৃদ্ধি এবং প্রতিষ্ঠানগুলোর জবাবদিহিতা নিশ্চিত করা আজ সময়ের দাবি। [604, 635, 692, 713]
article-text: বাংলাদেশের অর্থনীতি ও সমাজের বিভিন্ন দিক নিয়ে এই নিবন্ধে বিস্তারিত আলোচনা করা হয়েছে। দেশের সাধারণ মানুষের জীবনযাত্রা, শিক্ষা, স্বাস্থ্য ও পরিবেশ সংক্রান্ত নানা সমস্যা দিন দিন প্রকট আকার ধারণ করছে। এসব সমস্যার সমাধানে সরকার ও সংশ্লিষ্ট সকল পক্ষকে একযোগে কাজ করতে হবে। পরিকল্পিত উদ্যোগ ও সঠিক নীতি প্রণয়নের মাধ্যমেই টেকসই উন্নয়ন নিশ্চিত করা সম্ভব। নাগরিকদের সচেতনতা বৃদ্ধি এবং প্রতিষ্ঠানগুলোর জবাবদিহিতা নিশ্চিত করা আজ সময়ের দাবি। [604, 937, 692, 1015]
leader-signature: লেখক : গবেষক ও রাজনৈতিক বিশ্লেষক [605, 823, 693, 829]
divider [8, 332, 236, 333]
article-text: বাংলাদেশের অর্থনীতি ও সমাজের বিভিন্ন দিক নিয়ে এই নিবন্ধে বিস্তারিত আলোচনা করা হয়েছে। দেশের সাধারণ মানুষের জীবনযাত্রা, শিক্ষা, স্বাস্থ্য ও পরিবেশ সংক্রান্ত নানা সমস্যা দিন দিন প্রকট আকার ধারণ করছে। এসব সমস্যার সমাধানে সরকার ও সংশ্লিষ্ট সকল পক্ষকে একযোগে কাজ করতে হবে। পরিকল্পিত উদ্যোগ ও সঠিক নীতি প্রণয়নের মাধ্যমেই টেকসই উন্নয়ন নিশ্চিত করা সম্ভব। নাগরিকদের সচেতনতা বৃদ্ধি এবং প্রতিষ্ঠানগুলোর জবাবদিহিতা নিশ্চিত করা আজ সময়ের দাবি। [516, 359, 596, 444]
leader-column [252, 634, 332, 830]
diplomacy-column [8, 348, 238, 1038]
article-text: বাংলাদেশের অর্থনীতি ও সমাজের বিভিন্ন দিক নিয়ে এই নিবন্ধে বিস্তারিত আলোচনা করা হয়েছে। দেশের সাধারণ মানুষের জীবনযাত্রা, শিক্ষা, স্বাস্থ্য ও পরিবেশ সংক্রান্ত নানা সমস্যা দিন দিন প্রকট আকার ধারণ করছে। এসব সমস্যার সমাধানে সরকার ও সংশ্লিষ্ট সকল পক্ষকে একযোগে কাজ করতে হবে। পরিকল্পিত উদ্যোগ ও সঠিক নীতি প্রণয়নের মাধ্যমেই টেকসই উন্নয়ন নিশ্চিত করা সম্ভব। নাগরিকদের সচেতনতা বৃদ্ধি এবং প্রতিষ্ঠানগুলোর জবাবদিহিতা নিশ্চিত করা আজ সময়ের দাবি। [340, 359, 420, 444]
article-text: বাংলাদেশের অর্থনীতি ও সমাজের বিভিন্ন দিক নিয়ে এই নিবন্ধে বিস্তারিত আলোচনা করা হয়েছে। দেশের সাধারণ মানুষের [516, 807, 596, 828]
article-text: বাংলাদেশের অর্থনীতি ও সমাজের বিভিন্ন দিক নিয়ে এই নিবন্ধে বিস্তারিত আলোচনা করা হয়েছে। দেশের সাধারণ মানুষের জীবনযাত্রা, শিক্ষা, স্বাস্থ্য ও পরিবেশ সংক্রান্ত নানা সমস্যা দিন দিন প্রকট আকার ধারণ করছে। এসব সমস্যার সমাধানে সরকার ও সংশ্লিষ্ট সকল পক্ষকে একযোগে কাজ করতে হবে। পরিকল্পিত উদ্যোগ ও সঠিক নীতি প্রণয়নের মাধ্যমেই টেকসই উন্নয়ন নিশ্চিত করা সম্ভব। নাগরিকদের সচেতনতা বৃদ্ধি এবং প্রতিষ্ঠানগুলোর জবাবদিহিতা নিশ্চিত করা আজ সময়ের দাবি। [8, 406, 238, 434]
article-text: বাংলাদেশের অর্থনীতি ও সমাজের বিভিন্ন দিক নিয়ে এই নিবন্ধে বিস্তারিত আলোচনা করা হয়েছে। দেশের সাধারণ মানুষের জীবনযাত্রা, শিক্ষা, স্বাস্থ্য ও পরিবেশ সংক্রান্ত নানা সমস্যা দিন দিন প্রকট আকার ধারণ করছে। এসব সমস্যার সমাধানে সরকার ও সংশ্লিষ্ট সকল পক্ষকে একযোগে কাজ করতে হবে। পরিকল্পিত উদ্যোগ ও সঠিক নীতি প্রণয়নের মাধ্যমেই টেকসই উন্নয়ন নিশ্চিত করা সম্ভব। নাগরিকদের সচেতনতা বৃদ্ধি এবং প্রতিষ্ঠানগুলোর জবাবদিহিতা নিশ্চিত করা আজ সময়ের দাবি। [340, 445, 420, 530]
article-text: বাংলাদেশের অর্থনীতি ও সমাজের বিভিন্ন দিক নিয়ে এই নিবন্ধে বিস্তারিত আলোচনা করা হয়েছে। দেশের সাধারণ মানুষের জীবনযাত্রা, শিক্ষা, স্বাস্থ্য ও পরিবেশ সংক্রান্ত নানা সমস্যা দিন দিন প্রকট আকার ধারণ করছে। এসব সমস্যার সমাধানে সরকার ও সংশ্লিষ্ট সকল পক্ষকে একযোগে কাজ করতে হবে। পরিকল্পিত উদ্যোগ ও সঠিক নীতি প্রণয়নের মাধ্যমেই টেকসই উন্নয়ন নিশ্চিত করা সম্ভব। নাগরিকদের সচেতনতা বৃদ্ধি এবং প্রতিষ্ঠানগুলোর জবাবদিহিতা নিশ্চিত করা আজ সময়ের দাবি। [8, 579, 238, 607]
article-text: বাংলাদেশের অর্থনীতি ও সমাজের বিভিন্ন দিক নিয়ে এই নিবন্ধে বিস্তারিত আলোচনা করা হয়েছে। দেশের সাধারণ মানুষের জীবনযাত্রা, শিক্ষা, স্বাস্থ্য ও পরিবেশ সংক্রান্ত নানা সমস্যা দিন দিন প্রকট আকার ধারণ করছে। এসব সমস্যার সমাধানে সরকার ও সংশ্লিষ্ট সকল পক্ষকে একযোগে কাজ করতে হবে। পরিকল্পিত উদ্যোগ ও সঠিক নীতি প্রণয়নের মাধ্যমেই টেকসই উন্নয়ন নিশ্চিত করা সম্ভব। নাগরিকদের সচেতনতা বৃদ্ধি এবং প্রতিষ্ঠানগুলোর জবাবদিহিতা নিশ্চিত করা আজ সময়ের দাবি। [252, 445, 332, 530]
article-text: বাংলাদেশের অর্থনীতি ও সমাজের বিভিন্ন দিক নিয়ে এই নিবন্ধে বিস্তারিত আলোচনা করা হয়েছে। দেশের সাধারণ মানুষের [340, 807, 420, 828]
article-text: বাংলাদেশের অর্থনীতি ও সমাজের বিভিন্ন দিক নিয়ে এই নিবন্ধে বিস্তারিত আলোচনা করা হয়েছে। দেশের সাধারণ মানুষের জীবনযাত্রা, শিক্ষা, স্বাস্থ্য ও পরিবেশ সংক্রান্ত নানা সমস্যা দিন দিন প্রকট আকার ধারণ করছে। এসব সমস্যার সমাধানে সরকার ও সংশ্লিষ্ট সকল পক্ষকে একযোগে কাজ করতে হবে। পরিকল্পিত উদ্যোগ ও সঠিক নীতি প্রণয়নের মাধ্যমেই টেকসই উন্নয়ন নিশ্চিত করা সম্ভব। নাগরিকদের সচেতনতা বৃদ্ধি এবং প্রতিষ্ঠানগুলোর জবাবদিহিতা নিশ্চিত করা আজ সময়ের দাবি। [8, 464, 238, 491]
article-text: বাংলাদেশের অর্থনীতি ও সমাজের বিভিন্ন দিক নিয়ে এই নিবন্ধে বিস্তারিত আলোচনা করা হয়েছে। দেশের সাধারণ মানুষের [428, 1023, 508, 1043]
article-text: বাংলাদেশের অর্থনীতি ও সমাজের বিভিন্ন দিক নিয়ে এই নিবন্ধে বিস্তারিত আলোচনা করা হয়েছে। দেশের সাধারণ মানুষের জীবনযাত্রা, শিক্ষা, স্বাস্থ্য ও পরিবেশ সংক্রান্ত নানা সমস্যা দিন দিন প্রকট আকার ধারণ করছে। এসব সমস্যার সমাধানে সরকার ও সংশ্লিষ্ট সকল পক্ষকে একযোগে কাজ করতে হবে। পরিকল্পিত উদ্যোগ ও সঠিক নীতি প্রণয়নের মাধ্যমেই টেকসই উন্নয়ন নিশ্চিত করা সম্ভব। নাগরিকদের সচেতনতা বৃদ্ধি এবং প্রতিষ্ঠানগুলোর জবাবদিহিতা নিশ্চিত করা আজ সময়ের দাবি। [428, 635, 508, 720]
article-text: বাংলাদেশের অর্থনীতি ও সমাজের বিভিন্ন দিক নিয়ে এই নিবন্ধে বিস্তারিত আলোচনা করা হয়েছে। দেশের সাধারণ মানুষের জীবনযাত্রা, শিক্ষা, স্বাস্থ্য ও পরিবেশ সংক্রান্ত নানা সমস্যা দিন দিন প্রকট আকার ধারণ করছে। এসব সমস্যার সমাধানে সরকার ও সংশ্লিষ্ট সকল পক্ষকে একযোগে কাজ করতে হবে। পরিকল্পিত উদ্যোগ ও সঠিক নীতি প্রণয়নের মাধ্যমেই টেকসই উন্নয়ন নিশ্চিত করা সম্ভব। নাগরিকদের সচেতনতা বৃদ্ধি এবং প্রতিষ্ঠানগুলোর জবাবদিহিতা নিশ্চিত করা আজ সময়ের দাবি। [428, 359, 508, 444]
article-text: বাংলাদেশের অর্থনীতি ও সমাজের বিভিন্ন দিক নিয়ে এই নিবন্ধে বিস্তারিত আলোচনা করা হয়েছে। দেশের সাধারণ মানুষের জীবনযাত্রা, শিক্ষা, স্বাস্থ্য ও পরিবেশ সংক্রান্ত নানা সমস্যা দিন দিন প্রকট আকার ধারণ করছে। এসব সমস্যার সমাধানে সরকার ও সংশ্লিষ্ট সকল পক্ষকে একযোগে কাজ করতে হবে। পরিকল্পিত উদ্যোগ ও সঠিক নীতি প্রণয়নের মাধ্যমেই টেকসই উন্নয়ন নিশ্চিত করা সম্ভব। নাগরিকদের সচেতনতা বৃদ্ধি এবং প্রতিষ্ঠানগুলোর জবাবদিহিতা নিশ্চিত করা আজ সময়ের দাবি। [604, 192, 692, 270]
